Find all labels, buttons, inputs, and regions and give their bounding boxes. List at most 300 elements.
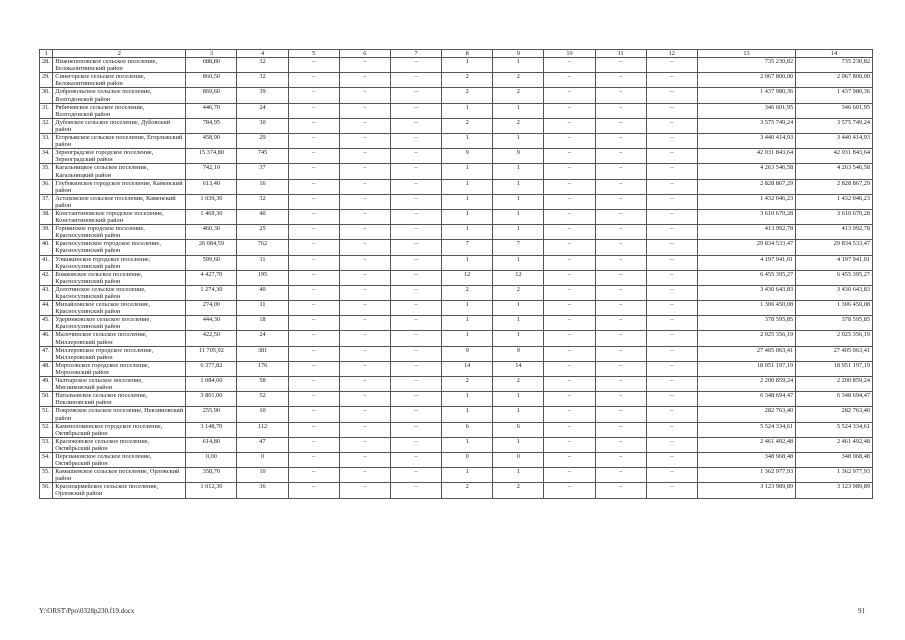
col5-cell: –	[288, 331, 339, 346]
col7-cell: –	[390, 118, 441, 133]
amount-cell: 1 437 980,36	[697, 88, 795, 103]
area-cell: 358,70	[186, 468, 237, 483]
table-row	[40, 301, 873, 316]
col10-cell: –	[544, 361, 595, 376]
col8-cell: 2	[442, 285, 493, 300]
total-amount-cell: 2 461 492,48	[796, 437, 873, 452]
amount-cell: 3 440 414,93	[697, 134, 795, 149]
count-cell: 176	[237, 361, 288, 376]
settlement-name-cell: Красюковское сельское поселение, Октябрьский район	[53, 437, 186, 452]
settlement-name-cell: Покровское сельское поселение, Неклиновский район	[53, 407, 186, 422]
col6-cell: –	[339, 118, 390, 133]
col7-cell: –	[390, 58, 441, 73]
area-cell: 0,00	[186, 452, 237, 467]
count-cell: 58	[237, 377, 288, 392]
col5-cell: –	[288, 179, 339, 194]
amount-cell: 1 362 977,93	[697, 468, 795, 483]
col5-cell: –	[288, 392, 339, 407]
col9-cell: 7	[493, 240, 544, 255]
column-number-header: 9	[493, 50, 544, 58]
col10-cell: –	[544, 331, 595, 346]
column-number-header: 14	[796, 50, 873, 58]
col6-cell: –	[339, 377, 390, 392]
table-row	[40, 468, 873, 483]
amount-cell: 2 067 800,00	[697, 73, 795, 88]
column-number-header: 3	[186, 50, 237, 58]
col10-cell: –	[544, 422, 595, 437]
col7-cell: –	[390, 422, 441, 437]
col8-cell: 1	[442, 407, 493, 422]
table-row	[40, 73, 873, 88]
table-row	[40, 209, 873, 224]
col11-cell: –	[595, 301, 646, 316]
table-row	[40, 179, 873, 194]
col11-cell: –	[595, 240, 646, 255]
settlement-name-cell: Рябичевское сельское поселение, Волгодонской район	[53, 103, 186, 118]
col11-cell: –	[595, 88, 646, 103]
total-amount-cell: 1 306 450,08	[796, 301, 873, 316]
col9-cell: 1	[493, 437, 544, 452]
col6-cell: –	[339, 468, 390, 483]
col11-cell: –	[595, 483, 646, 498]
count-cell: 30	[237, 118, 288, 133]
col12-cell: –	[646, 285, 697, 300]
total-amount-cell: 6 455 395,27	[796, 270, 873, 285]
col8-cell: 1	[442, 209, 493, 224]
row-number-cell: 55.	[40, 468, 53, 483]
col10-cell: –	[544, 225, 595, 240]
settlement-name-cell: Красносулинское городское поселение, Красносулинский район	[53, 240, 186, 255]
area-cell: 1 274,30	[186, 285, 237, 300]
count-cell: 112	[237, 422, 288, 437]
amount-cell: 2 200 859,24	[697, 377, 795, 392]
col11-cell: –	[595, 73, 646, 88]
col6-cell: –	[339, 483, 390, 498]
col11-cell: –	[595, 346, 646, 361]
col6-cell: –	[339, 331, 390, 346]
table-row	[40, 194, 873, 209]
col7-cell: –	[390, 452, 441, 467]
col6-cell: –	[339, 209, 390, 224]
row-number-cell: 50.	[40, 392, 53, 407]
col5-cell: –	[288, 73, 339, 88]
col7-cell: –	[390, 209, 441, 224]
table-row	[40, 164, 873, 179]
area-cell: 599,60	[186, 255, 237, 270]
area-cell: 4 427,70	[186, 270, 237, 285]
count-cell: 29	[237, 134, 288, 149]
total-amount-cell: 3 575 749,24	[796, 118, 873, 133]
row-number-cell: 42.	[40, 270, 53, 285]
amount-cell: 3 610 670,28	[697, 209, 795, 224]
col8-cell: 2	[442, 118, 493, 133]
column-number-header: 5	[288, 50, 339, 58]
col10-cell: –	[544, 483, 595, 498]
col8-cell: 1	[442, 255, 493, 270]
area-cell: 784,95	[186, 118, 237, 133]
row-number-cell: 34.	[40, 149, 53, 164]
col11-cell: –	[595, 285, 646, 300]
col11-cell: –	[595, 194, 646, 209]
col11-cell: –	[595, 225, 646, 240]
count-cell: 11	[237, 255, 288, 270]
area-cell: 742,10	[186, 164, 237, 179]
row-number-cell: 46.	[40, 331, 53, 346]
area-cell: 613,40	[186, 179, 237, 194]
total-amount-cell: 29 834 533,47	[796, 240, 873, 255]
total-amount-cell: 348 968,48	[796, 452, 873, 467]
col11-cell: –	[595, 118, 646, 133]
col8-cell: 1	[442, 392, 493, 407]
col6-cell: –	[339, 149, 390, 164]
col12-cell: –	[646, 118, 697, 133]
table-row	[40, 392, 873, 407]
area-cell: 614,80	[186, 437, 237, 452]
col12-cell: –	[646, 73, 697, 88]
area-cell: 458,90	[186, 134, 237, 149]
col5-cell: –	[288, 377, 339, 392]
col7-cell: –	[390, 88, 441, 103]
col7-cell: –	[390, 270, 441, 285]
table-row	[40, 407, 873, 422]
col12-cell: –	[646, 58, 697, 73]
col9-cell: 1	[493, 255, 544, 270]
col10-cell: –	[544, 270, 595, 285]
col6-cell: –	[339, 422, 390, 437]
col6-cell: –	[339, 255, 390, 270]
col10-cell: –	[544, 179, 595, 194]
amount-cell: 6 455 395,27	[697, 270, 795, 285]
settlement-name-cell: Малочинское сельское поселение, Миллеровский район	[53, 331, 186, 346]
col10-cell: –	[544, 164, 595, 179]
col6-cell: –	[339, 194, 390, 209]
col11-cell: –	[595, 209, 646, 224]
col5-cell: –	[288, 483, 339, 498]
col10-cell: –	[544, 346, 595, 361]
col7-cell: –	[390, 361, 441, 376]
col8-cell: 1	[442, 437, 493, 452]
area-cell: 15 374,80	[186, 149, 237, 164]
col9-cell: 1	[493, 407, 544, 422]
total-amount-cell: 2 067 800,00	[796, 73, 873, 88]
col9-cell: 1	[493, 209, 544, 224]
col6-cell: –	[339, 437, 390, 452]
row-number-cell: 47.	[40, 346, 53, 361]
count-cell: 10	[237, 407, 288, 422]
amount-cell: 2 828 867,29	[697, 179, 795, 194]
col10-cell: –	[544, 301, 595, 316]
amount-cell: 5 524 334,61	[697, 422, 795, 437]
amount-cell: 346 601,95	[697, 103, 795, 118]
total-amount-cell: 18 951 197,19	[796, 361, 873, 376]
col5-cell: –	[288, 240, 339, 255]
col11-cell: –	[595, 377, 646, 392]
amount-cell: 3 123 989,89	[697, 483, 795, 498]
area-cell: 860,50	[186, 73, 237, 88]
row-number-cell: 56.	[40, 483, 53, 498]
row-number-cell: 29.	[40, 73, 53, 88]
total-amount-cell: 3 123 989,89	[796, 483, 873, 498]
table-row	[40, 240, 873, 255]
col8-cell: 1	[442, 164, 493, 179]
col6-cell: –	[339, 346, 390, 361]
col5-cell: –	[288, 118, 339, 133]
total-amount-cell: 2 828 867,29	[796, 179, 873, 194]
col10-cell: –	[544, 88, 595, 103]
col6-cell: –	[339, 164, 390, 179]
area-cell: 3 801,00	[186, 392, 237, 407]
col9-cell: 1	[493, 392, 544, 407]
count-cell: 18	[237, 316, 288, 331]
col9-cell: 2	[493, 73, 544, 88]
count-cell: 39	[237, 88, 288, 103]
col12-cell: –	[646, 194, 697, 209]
column-number-header: 7	[390, 50, 441, 58]
col7-cell: –	[390, 103, 441, 118]
settlement-name-cell: Долотинское сельское поселение, Красносулинский район	[53, 285, 186, 300]
col9-cell: 2	[493, 377, 544, 392]
col9-cell: 2	[493, 118, 544, 133]
col9-cell: 1	[493, 194, 544, 209]
col9-cell: 1	[493, 301, 544, 316]
table-row	[40, 88, 873, 103]
total-amount-cell: 378 595,85	[796, 316, 873, 331]
table-row	[40, 361, 873, 376]
col10-cell: –	[544, 468, 595, 483]
table-row	[40, 437, 873, 452]
col5-cell: –	[288, 255, 339, 270]
amount-cell: 3 575 749,24	[697, 118, 795, 133]
col9-cell: 9	[493, 346, 544, 361]
col12-cell: –	[646, 377, 697, 392]
count-cell: 24	[237, 103, 288, 118]
col9-cell: 1	[493, 164, 544, 179]
amount-cell: 29 834 533,47	[697, 240, 795, 255]
col10-cell: –	[544, 255, 595, 270]
settlement-name-cell: Морозовское городское поселение, Морозовский район	[53, 361, 186, 376]
row-number-cell: 52.	[40, 422, 53, 437]
col12-cell: –	[646, 422, 697, 437]
col12-cell: –	[646, 240, 697, 255]
count-cell: 32	[237, 194, 288, 209]
col9-cell: 1	[493, 58, 544, 73]
col12-cell: –	[646, 407, 697, 422]
count-cell: 25	[237, 225, 288, 240]
col9-cell: 1	[493, 179, 544, 194]
amount-cell: 348 968,48	[697, 452, 795, 467]
column-number-header: 11	[595, 50, 646, 58]
col11-cell: –	[595, 361, 646, 376]
table-row	[40, 331, 873, 346]
col12-cell: –	[646, 225, 697, 240]
col8-cell: 1	[442, 179, 493, 194]
table-row	[40, 285, 873, 300]
row-number-cell: 38.	[40, 209, 53, 224]
table-row	[40, 377, 873, 392]
col6-cell: –	[339, 301, 390, 316]
col8-cell: 6	[442, 422, 493, 437]
table-row	[40, 225, 873, 240]
table-header-row	[40, 50, 873, 58]
row-number-cell: 28.	[40, 58, 53, 73]
col7-cell: –	[390, 437, 441, 452]
amount-cell: 2 025 356,19	[697, 331, 795, 346]
count-cell: 381	[237, 346, 288, 361]
amount-cell: 27 405 063,41	[697, 346, 795, 361]
amount-cell: 3 430 643,83	[697, 285, 795, 300]
col8-cell: 1	[442, 225, 493, 240]
total-amount-cell: 2 025 356,19	[796, 331, 873, 346]
col11-cell: –	[595, 407, 646, 422]
col6-cell: –	[339, 103, 390, 118]
amount-cell: 413 992,78	[697, 225, 795, 240]
col8-cell: 12	[442, 270, 493, 285]
settlement-name-cell: Натальевское сельское поселение, Неклиновский район	[53, 392, 186, 407]
col9-cell: 1	[493, 316, 544, 331]
area-cell: 446,70	[186, 103, 237, 118]
col9-cell: 6	[493, 422, 544, 437]
col10-cell: –	[544, 73, 595, 88]
count-cell: 0	[237, 452, 288, 467]
col10-cell: –	[544, 407, 595, 422]
col9-cell: 9	[493, 149, 544, 164]
col6-cell: –	[339, 73, 390, 88]
col7-cell: –	[390, 483, 441, 498]
settlement-name-cell: Удеринковское сельское поселение, Красносулинский район	[53, 316, 186, 331]
amount-cell: 735 230,82	[697, 58, 795, 73]
col5-cell: –	[288, 149, 339, 164]
col7-cell: –	[390, 73, 441, 88]
col9-cell: 1	[493, 103, 544, 118]
settlement-name-cell: Божковское сельское поселение, Красносулинский район	[53, 270, 186, 285]
col10-cell: –	[544, 377, 595, 392]
col9-cell: 1	[493, 331, 544, 346]
row-number-cell: 36.	[40, 179, 53, 194]
col8-cell: 1	[442, 301, 493, 316]
col7-cell: –	[390, 346, 441, 361]
total-amount-cell: 3 610 670,28	[796, 209, 873, 224]
col10-cell: –	[544, 240, 595, 255]
col8-cell: 9	[442, 149, 493, 164]
count-cell: 47	[237, 437, 288, 452]
area-cell: 422,50	[186, 331, 237, 346]
col8-cell: 7	[442, 240, 493, 255]
col12-cell: –	[646, 316, 697, 331]
col9-cell: 12	[493, 270, 544, 285]
col7-cell: –	[390, 240, 441, 255]
col5-cell: –	[288, 316, 339, 331]
col11-cell: –	[595, 468, 646, 483]
col10-cell: –	[544, 392, 595, 407]
amount-cell: 378 595,85	[697, 316, 795, 331]
total-amount-cell: 5 524 334,61	[796, 422, 873, 437]
col12-cell: –	[646, 103, 697, 118]
col5-cell: –	[288, 422, 339, 437]
col12-cell: –	[646, 209, 697, 224]
total-amount-cell: 27 405 063,41	[796, 346, 873, 361]
col9-cell: 2	[493, 285, 544, 300]
col7-cell: –	[390, 285, 441, 300]
row-number-cell: 54.	[40, 452, 53, 467]
col9-cell: 14	[493, 361, 544, 376]
table-row	[40, 483, 873, 498]
col7-cell: –	[390, 179, 441, 194]
column-number-header: 8	[442, 50, 493, 58]
col8-cell: 1	[442, 468, 493, 483]
total-amount-cell: 346 601,95	[796, 103, 873, 118]
row-number-cell: 44.	[40, 301, 53, 316]
col12-cell: –	[646, 346, 697, 361]
col9-cell: 2	[493, 483, 544, 498]
col11-cell: –	[595, 58, 646, 73]
row-number-cell: 48.	[40, 361, 53, 376]
col8-cell: 2	[442, 483, 493, 498]
amount-cell: 6 348 694,47	[697, 392, 795, 407]
col8-cell: 1	[442, 134, 493, 149]
col5-cell: –	[288, 270, 339, 285]
col10-cell: –	[544, 452, 595, 467]
col10-cell: –	[544, 437, 595, 452]
amount-cell: 1 432 046,23	[697, 194, 795, 209]
col6-cell: –	[339, 88, 390, 103]
col10-cell: –	[544, 194, 595, 209]
col7-cell: –	[390, 316, 441, 331]
table-row	[40, 118, 873, 133]
column-number-header: 2	[53, 50, 186, 58]
col12-cell: –	[646, 392, 697, 407]
col6-cell: –	[339, 392, 390, 407]
col11-cell: –	[595, 179, 646, 194]
col11-cell: –	[595, 422, 646, 437]
settlement-name-cell: Дубовское сельское поселение, Дубовский район	[53, 118, 186, 133]
col7-cell: –	[390, 377, 441, 392]
col12-cell: –	[646, 437, 697, 452]
col7-cell: –	[390, 407, 441, 422]
col5-cell: –	[288, 407, 339, 422]
col9-cell: 1	[493, 468, 544, 483]
page-number: 91	[858, 607, 865, 615]
area-cell: 1 084,60	[186, 377, 237, 392]
settlement-name-cell: Горнянское городское поселение, Красносулинский район	[53, 225, 186, 240]
col7-cell: –	[390, 468, 441, 483]
col5-cell: –	[288, 437, 339, 452]
settlement-name-cell: Кагальницкое сельское поселение, Кагальницкий район	[53, 164, 186, 179]
total-amount-cell: 2 200 859,24	[796, 377, 873, 392]
count-cell: 32	[237, 73, 288, 88]
row-number-cell: 35.	[40, 164, 53, 179]
col5-cell: –	[288, 468, 339, 483]
total-amount-cell: 1 437 980,36	[796, 88, 873, 103]
col9-cell: 1	[493, 225, 544, 240]
count-cell: 40	[237, 209, 288, 224]
row-number-cell: 31.	[40, 103, 53, 118]
table-row	[40, 58, 873, 73]
col12-cell: –	[646, 468, 697, 483]
area-cell: 6 377,82	[186, 361, 237, 376]
count-cell: 52	[237, 392, 288, 407]
count-cell: 40	[237, 285, 288, 300]
total-amount-cell: 1 362 977,93	[796, 468, 873, 483]
total-amount-cell: 413 992,78	[796, 225, 873, 240]
table-row	[40, 134, 873, 149]
table-row	[40, 316, 873, 331]
row-number-cell: 37.	[40, 194, 53, 209]
area-cell: 688,80	[186, 58, 237, 73]
count-cell: 762	[237, 240, 288, 255]
col9-cell: 1	[493, 134, 544, 149]
col12-cell: –	[646, 179, 697, 194]
column-number-header: 13	[697, 50, 795, 58]
